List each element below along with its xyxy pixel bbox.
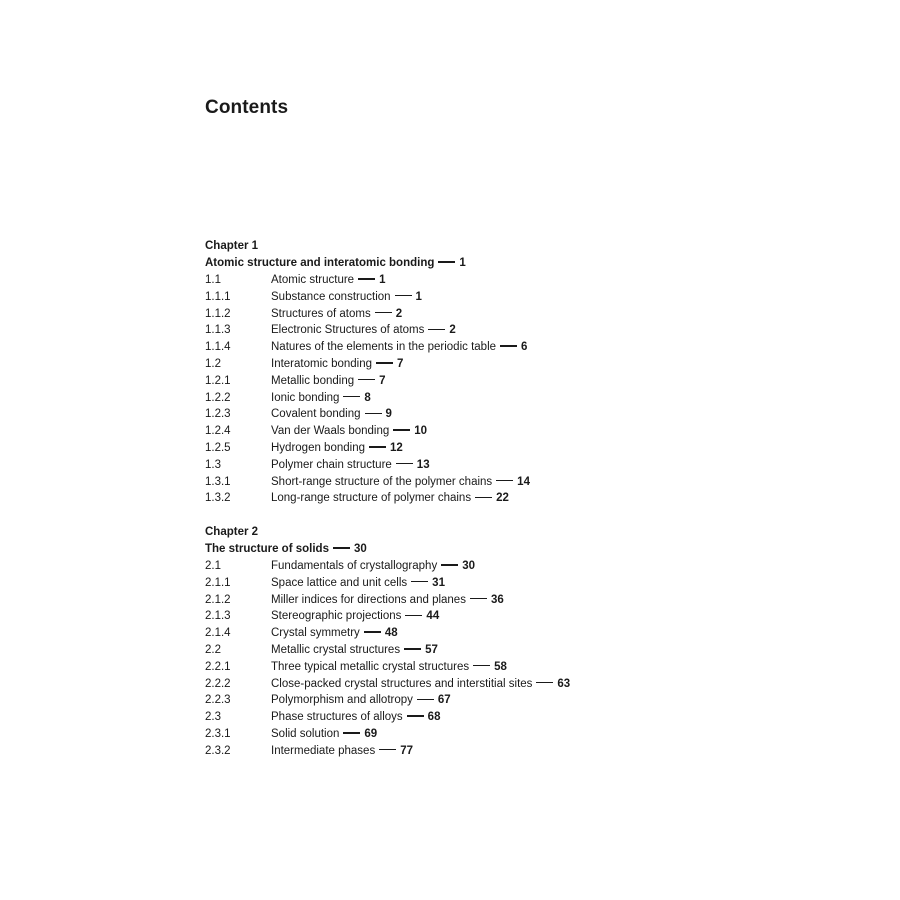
page-number: 68 <box>427 711 441 724</box>
section-title-group <box>271 608 439 625</box>
page-number: 10 <box>414 425 428 438</box>
page-title: Contents <box>205 97 289 118</box>
section-number: 2.2.1 <box>205 660 231 673</box>
section-title: Intermediate phases <box>271 744 376 757</box>
section-title-group <box>271 306 402 323</box>
chapter-page-number: 1 <box>459 257 466 269</box>
toc-entry[interactable] <box>205 440 825 457</box>
chapter-title[interactable] <box>205 255 825 272</box>
page-number: 44 <box>426 610 440 623</box>
section-title: Covalent bonding <box>271 408 361 421</box>
toc-entry[interactable] <box>205 423 825 440</box>
section-number: 1.3.2 <box>205 492 231 505</box>
leader-dash <box>365 413 382 414</box>
page-number: 2 <box>449 324 456 337</box>
page-number: 22 <box>496 492 509 505</box>
toc-entry[interactable] <box>205 474 825 491</box>
leader-dash <box>496 480 513 481</box>
section-number: 1.1.2 <box>205 307 231 320</box>
leader-dash <box>358 278 375 279</box>
leader-dash <box>417 699 434 700</box>
section-title: Ionic bonding <box>271 391 340 404</box>
section-number: 1.1.1 <box>205 290 231 303</box>
section-title-group <box>271 457 430 474</box>
chapter-label: Chapter 1 <box>205 240 259 252</box>
toc-entry[interactable] <box>205 692 825 709</box>
section-number: 1.2.3 <box>205 408 231 421</box>
toc-entry[interactable] <box>205 726 825 743</box>
toc-entry[interactable] <box>205 373 825 390</box>
page-number: 48 <box>384 627 398 640</box>
section-number: 2.1.3 <box>205 610 231 623</box>
toc-entry[interactable] <box>205 558 825 575</box>
page-number: 58 <box>494 660 507 673</box>
page-number: 67 <box>437 694 451 707</box>
section-title-group <box>271 406 392 423</box>
section-title-group <box>271 709 440 726</box>
page-number: 12 <box>390 441 403 454</box>
toc-entry[interactable] <box>205 457 825 474</box>
leader-dash <box>376 362 393 363</box>
page-number: 2 <box>395 307 403 320</box>
page-number: 77 <box>400 744 413 757</box>
section-title-group <box>271 625 398 642</box>
section-title: Polymorphism and allotropy <box>271 694 413 707</box>
page-number: 7 <box>397 357 404 370</box>
section-title-group <box>271 440 403 457</box>
section-number: 2.1 <box>205 560 221 572</box>
section-number: 2.1.1 <box>205 576 231 589</box>
section-title-group <box>271 322 456 339</box>
leader-dash <box>333 547 350 548</box>
section-title: Three typical metallic crystal structures <box>271 660 470 673</box>
section-number: 1.2.2 <box>205 391 231 404</box>
leader-dash <box>343 732 360 733</box>
toc-entry[interactable] <box>205 272 825 289</box>
section-title: Long-range structure of polymer chains <box>271 492 472 505</box>
toc-entry[interactable] <box>205 743 825 760</box>
section-title-group <box>271 339 527 356</box>
toc-entry[interactable] <box>205 575 825 592</box>
leader-dash <box>428 329 445 330</box>
leader-dash <box>470 598 487 599</box>
leader-dash <box>379 749 396 750</box>
page-number: 1 <box>379 274 386 286</box>
page-number: 8 <box>364 391 371 404</box>
leader-dash <box>393 429 410 430</box>
section-number: 2.2 <box>205 643 221 656</box>
page-number: 7 <box>379 374 386 387</box>
toc-entry[interactable] <box>205 642 825 659</box>
section-number: 2.1.4 <box>205 627 231 640</box>
chapter-page-number: 30 <box>353 543 367 555</box>
section-number: 2.1.2 <box>205 593 231 606</box>
section-title-group <box>271 474 530 491</box>
section-title-group <box>271 423 427 440</box>
section-title-group <box>271 289 422 306</box>
section-title: Metallic bonding <box>271 374 355 387</box>
leader-dash <box>441 564 458 565</box>
toc-entry[interactable] <box>205 490 825 507</box>
section-title-group <box>271 743 413 760</box>
section-number: 1.2 <box>205 357 221 370</box>
section-title: Solid solution <box>271 727 340 740</box>
toc-entry[interactable] <box>205 406 825 423</box>
section-number: 1.1 <box>205 274 221 286</box>
section-title-group <box>271 390 371 407</box>
toc-entry[interactable] <box>205 659 825 676</box>
section-title-group <box>271 272 385 289</box>
section-number: 1.1.4 <box>205 341 231 354</box>
section-title: Fundamentals of crystallography <box>271 560 438 572</box>
leader-dash <box>407 715 424 716</box>
section-title: Interatomic bonding <box>271 357 373 370</box>
section-number: 1.1.3 <box>205 324 231 337</box>
section-number: 1.3 <box>205 458 221 471</box>
page-number: 69 <box>364 727 378 740</box>
section-number: 1.2.1 <box>205 374 231 387</box>
toc-entry[interactable] <box>205 289 825 306</box>
page-number: 36 <box>490 593 504 606</box>
section-title-group <box>271 356 403 373</box>
leader-dash <box>536 682 553 683</box>
section-title: Miller indices for directions and planes <box>271 593 466 606</box>
page-number: 1 <box>415 290 422 303</box>
page-number: 13 <box>416 458 430 471</box>
leader-dash <box>405 615 422 616</box>
section-title-group <box>271 373 386 390</box>
toc-entry[interactable] <box>205 608 825 625</box>
chapter-title[interactable] <box>205 541 825 558</box>
section-title: Metallic crystal structures <box>271 643 401 656</box>
page-number: 31 <box>432 576 445 589</box>
toc-entry[interactable] <box>205 709 825 726</box>
leader-dash <box>358 379 375 380</box>
toc-entry[interactable] <box>205 322 825 339</box>
leader-dash <box>500 345 517 346</box>
leader-dash <box>395 295 412 296</box>
leader-dash <box>475 497 492 498</box>
section-title: Substance construction <box>271 290 391 303</box>
section-title: Hydrogen bonding <box>271 441 365 454</box>
section-title: Stereographic projections <box>271 610 402 623</box>
toc-entry[interactable] <box>205 356 825 373</box>
section-title: Natures of the elements in the periodic table <box>271 341 497 354</box>
section-title-group <box>271 592 504 609</box>
leader-dash <box>404 648 421 649</box>
leader-dash <box>343 396 360 397</box>
section-title-group <box>271 558 475 575</box>
page-number: 6 <box>521 341 528 354</box>
section-title: Van der Waals bonding <box>271 425 390 438</box>
section-title: Structures of atoms <box>271 307 371 320</box>
chapter-label: Chapter 2 <box>205 526 259 538</box>
section-title-group <box>271 490 509 507</box>
section-number: 2.3.1 <box>205 727 231 740</box>
toc-entry[interactable] <box>205 390 825 407</box>
section-number: 1.3.1 <box>205 475 231 488</box>
section-number: 2.3 <box>205 711 221 724</box>
chapter-title-text: Atomic structure and interatomic bonding <box>205 257 435 269</box>
section-title-group <box>271 676 570 693</box>
chapter-2-section <box>205 524 825 760</box>
section-title-group <box>271 726 377 743</box>
page-number: 14 <box>517 475 530 488</box>
toc-entry[interactable] <box>205 592 825 609</box>
section-title-group <box>271 659 507 676</box>
section-number: 1.2.4 <box>205 425 231 438</box>
section-number: 2.2.3 <box>205 694 231 707</box>
section-title: Atomic structure <box>271 274 355 286</box>
chapter-1-section <box>205 238 825 507</box>
section-title-group <box>271 692 451 709</box>
page-number: 57 <box>425 643 438 656</box>
chapter-title-text: The structure of solids <box>205 543 329 555</box>
section-title: Crystal symmetry <box>271 627 360 640</box>
section-number: 2.3.2 <box>205 744 231 757</box>
page-number: 63 <box>557 677 571 690</box>
toc-entry[interactable] <box>205 625 825 642</box>
toc-entry[interactable] <box>205 676 825 693</box>
page-number: 30 <box>462 560 475 572</box>
section-number: 1.2.5 <box>205 441 231 454</box>
leader-dash <box>364 631 381 632</box>
leader-dash <box>396 463 413 464</box>
toc-entry[interactable] <box>205 306 825 323</box>
section-number: 2.2.2 <box>205 677 231 690</box>
section-title-group <box>271 575 445 592</box>
leader-dash <box>375 312 392 313</box>
leader-dash <box>438 261 455 262</box>
section-title-group <box>271 642 438 659</box>
section-title: Space lattice and unit cells <box>271 576 408 589</box>
leader-dash <box>473 665 490 666</box>
leader-dash <box>369 446 386 447</box>
section-title: Close-packed crystal structures and interstitial sites <box>271 677 533 690</box>
page-number: 9 <box>385 408 392 421</box>
leader-dash <box>411 581 428 582</box>
section-title: Electronic Structures of atoms <box>271 324 425 337</box>
toc-entry[interactable] <box>205 339 825 356</box>
section-title: Short-range structure of the polymer chains <box>271 475 493 488</box>
section-title: Polymer chain structure <box>271 458 392 471</box>
section-title: Phase structures of alloys <box>271 711 403 724</box>
